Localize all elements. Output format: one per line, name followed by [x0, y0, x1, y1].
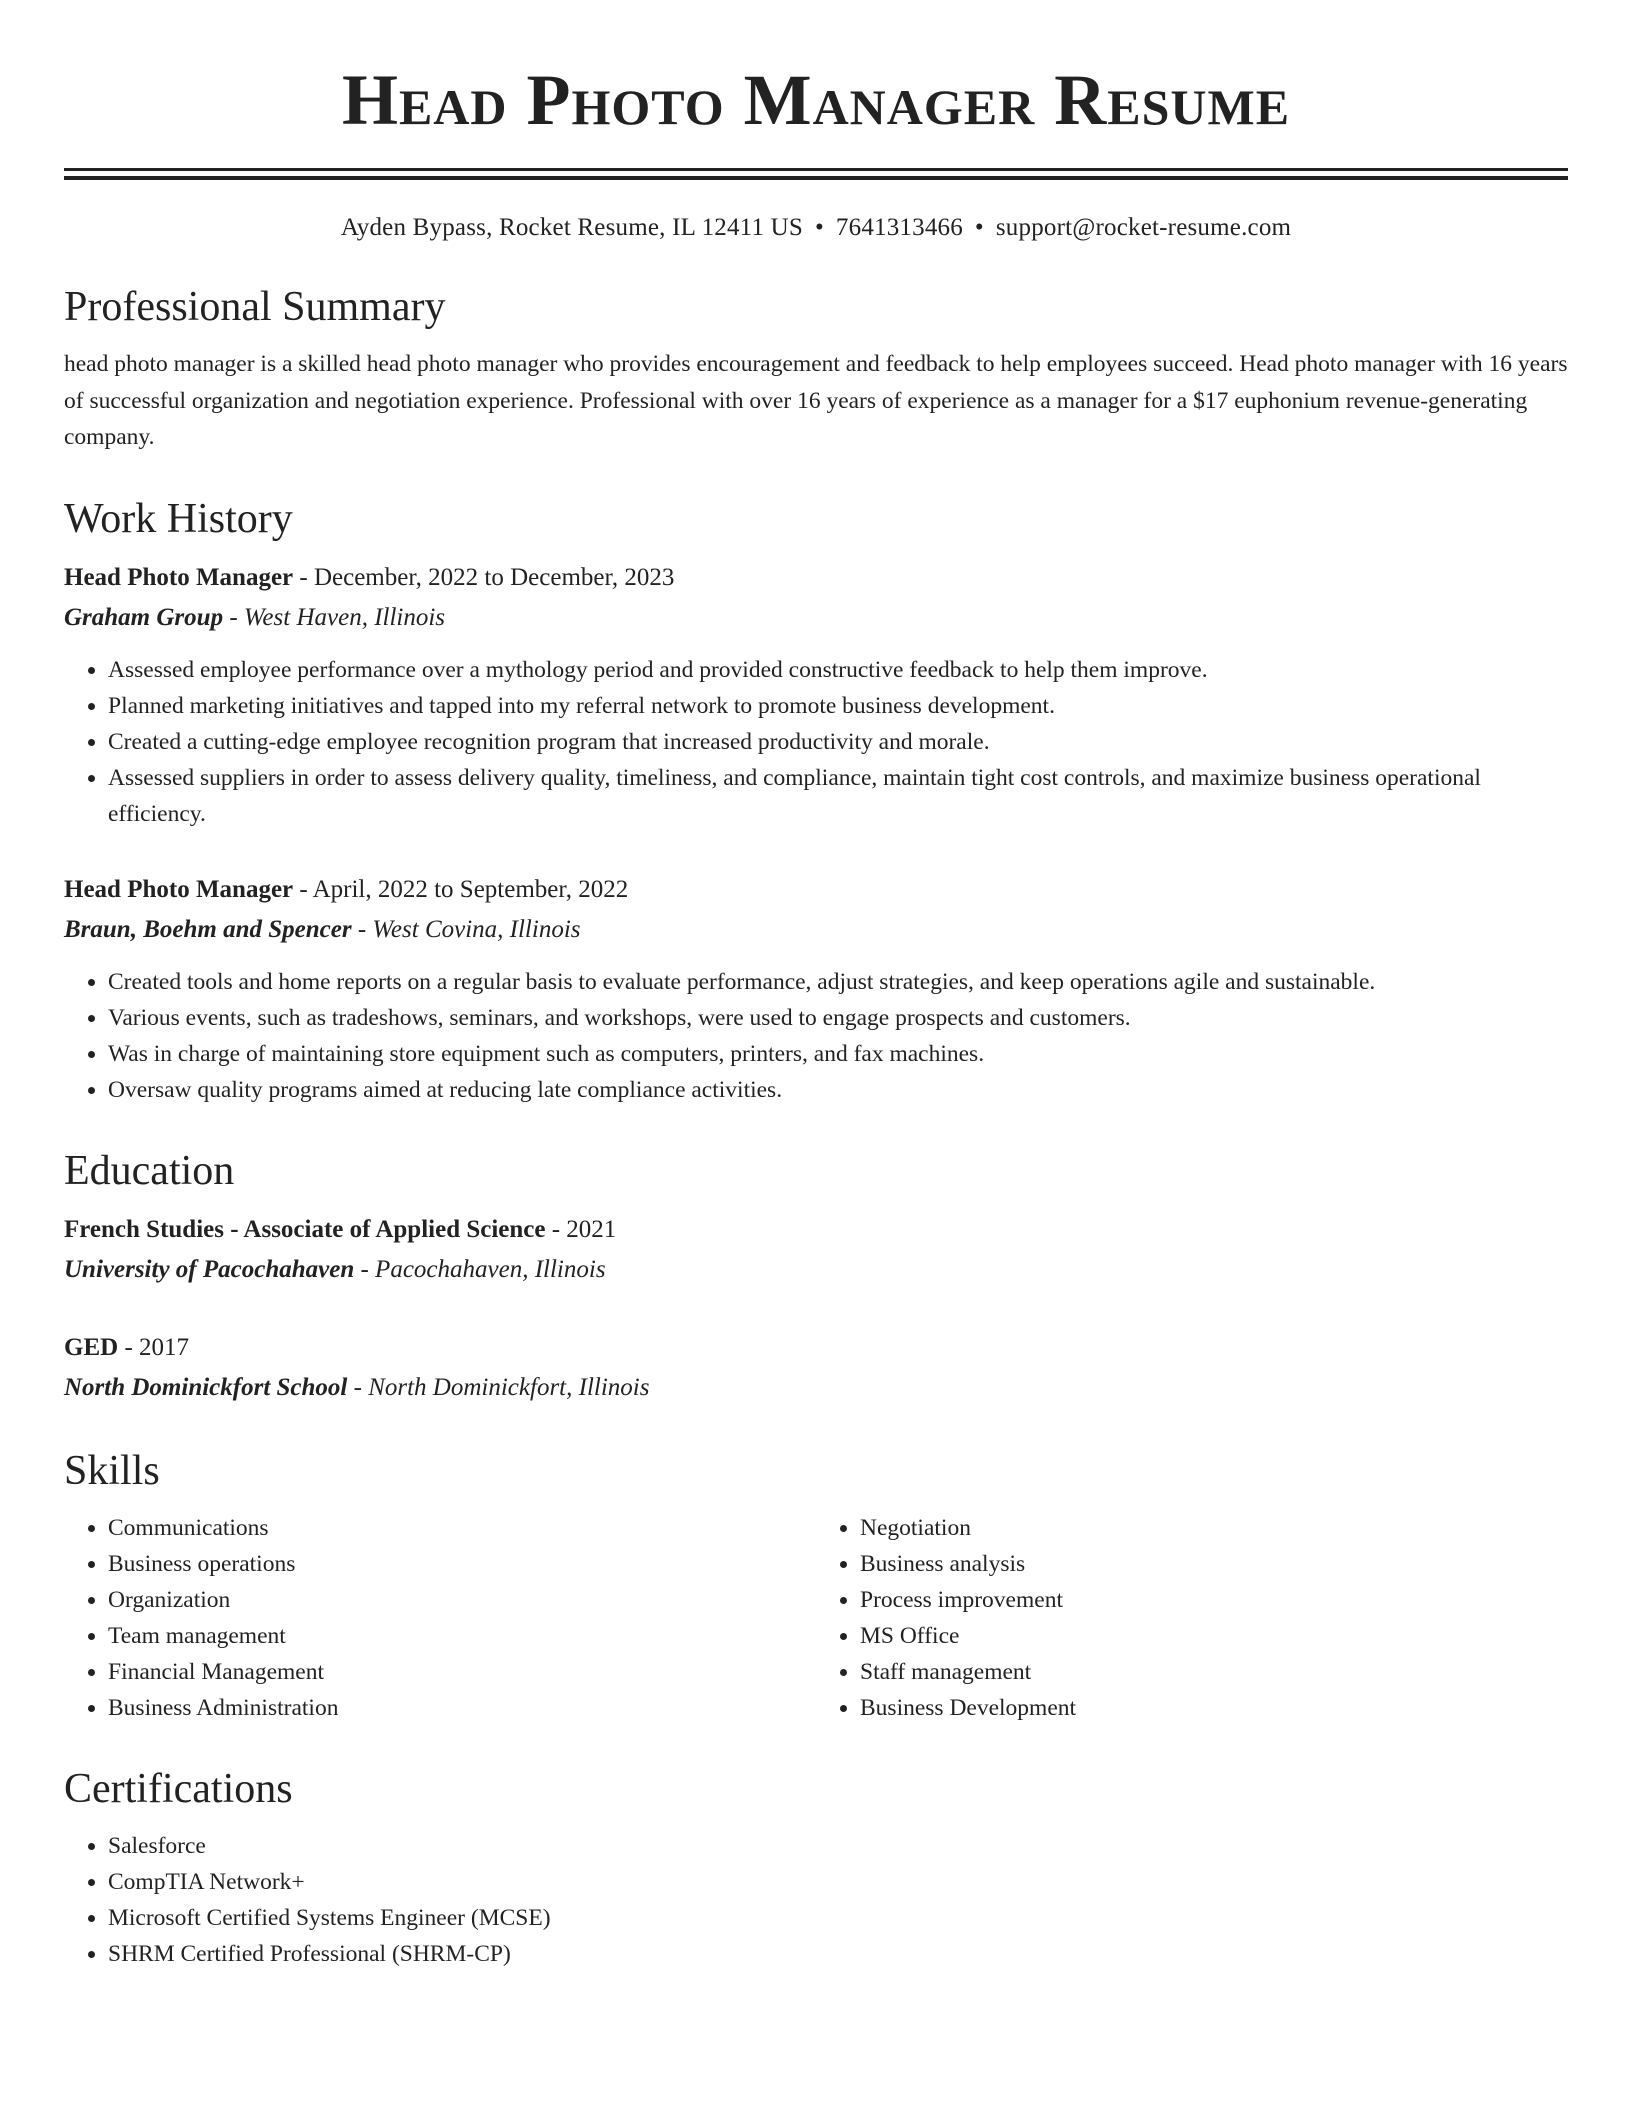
- skill-item: • Business Development: [860, 1690, 1568, 1726]
- skill-item: • Organization: [108, 1582, 816, 1618]
- contact-separator: •: [974, 214, 984, 241]
- education-degree: French Studies - Associate of Applied Science: [64, 1215, 546, 1243]
- job-location: - West Covina, Illinois: [351, 915, 581, 943]
- job-title: Head Photo Manager: [64, 875, 294, 903]
- certification-item: • CompTIA Network+: [108, 1864, 1568, 1900]
- job-header: [64, 558, 1568, 598]
- list-item: • Was in charge of maintaining store equipment such as computers, printers, and fax machines.: [108, 1036, 1568, 1072]
- job-entry: [64, 870, 1568, 1108]
- education-degree: GED: [64, 1333, 119, 1361]
- list-item: • Planned marketing initiatives and tapped into my referral network to promote business development.: [108, 688, 1568, 724]
- job-company: Braun, Boehm and Spencer: [64, 915, 352, 943]
- title-double-rule: [64, 168, 1568, 180]
- skill-item: • MS Office: [860, 1618, 1568, 1654]
- skills-list-right: [816, 1510, 1568, 1726]
- list-item: • Created a cutting-edge employee recognition program that increased productivity and morale.: [108, 724, 1568, 760]
- skill-item: • Business operations: [108, 1546, 816, 1582]
- contact-separator: •: [814, 214, 824, 241]
- skills-heading: Skills: [64, 1447, 160, 1494]
- list-item: • Assessed suppliers in order to assess delivery quality, timeliness, and compliance, maintain tight cost controls, and maximize business operational efficiency.: [108, 760, 1568, 832]
- job-company-line: [64, 598, 1568, 638]
- education-school-line: [64, 1250, 1568, 1290]
- skills-columns: [64, 1510, 1568, 1726]
- certification-item: • Microsoft Certified Systems Engineer (MCSE): [108, 1900, 1568, 1936]
- skill-item: • Team management: [108, 1618, 816, 1654]
- education-school: North Dominickfort School: [64, 1373, 348, 1401]
- skill-item: • Communications: [108, 1510, 816, 1546]
- job-duties-list: [64, 964, 1568, 1108]
- list-item: • Various events, such as tradeshows, seminars, and workshops, were used to engage prospects and customers.: [108, 1000, 1568, 1036]
- list-item: • Oversaw quality programs aimed at reducing late compliance activities.: [108, 1072, 1568, 1108]
- job-dates: - December, 2022 to December, 2023: [293, 563, 675, 591]
- certification-item: • SHRM Certified Professional (SHRM-CP): [108, 1936, 1568, 1972]
- job-entry: [64, 558, 1568, 832]
- contact-phone: 7641313466: [835, 214, 963, 241]
- list-item: • Created tools and home reports on a regular basis to evaluate performance, adjust strategies, and keep operations agile and sustainable.: [108, 964, 1568, 1000]
- certification-item: • Salesforce: [108, 1828, 1568, 1864]
- education-year: - 2021: [545, 1215, 617, 1243]
- summary-text: head photo manager is a skilled head photo manager who provides encouragement and feedback to help employees succeed. Head photo manager with 16 years of successful organization and negotiation experience. Professional with over 16 years of experience as a manager for a $17 euphonium revenue-generating company.: [64, 351, 1568, 450]
- education-header: [64, 1210, 1568, 1250]
- skills-list-left: [64, 1510, 816, 1726]
- education-school: University of Pacochahaven: [64, 1255, 355, 1283]
- education-entry: [64, 1210, 1568, 1290]
- education-school-line: [64, 1368, 1568, 1408]
- skill-item: • Financial Management: [108, 1654, 816, 1690]
- skill-item: • Negotiation: [860, 1510, 1568, 1546]
- skill-item: • Business analysis: [860, 1546, 1568, 1582]
- education-entry: [64, 1328, 1568, 1408]
- resume-title: Head Photo Manager Resume: [341, 60, 1291, 140]
- certifications-list: [64, 1828, 1568, 1972]
- job-title: Head Photo Manager: [64, 563, 294, 591]
- skill-item: • Staff management: [860, 1654, 1568, 1690]
- job-header: [64, 870, 1568, 910]
- summary-heading: Professional Summary: [64, 284, 446, 330]
- skill-item: • Process improvement: [860, 1582, 1568, 1618]
- contact-line: [64, 212, 1568, 244]
- contact-address: Ayden Bypass, Rocket Resume, IL 12411 US: [340, 214, 803, 241]
- job-dates: - April, 2022 to September, 2022: [293, 875, 629, 903]
- job-company-line: [64, 910, 1568, 950]
- certifications-heading: Certifications: [64, 1765, 293, 1812]
- list-item: • Assessed employee performance over a mythology period and provided constructive feedback to help them improve.: [108, 652, 1568, 688]
- job-location: - West Haven, Illinois: [223, 603, 446, 631]
- job-duties-list: [64, 652, 1568, 832]
- education-header: [64, 1328, 1568, 1368]
- job-company: Graham Group: [64, 603, 224, 631]
- contact-email: support@rocket-resume.com: [995, 214, 1292, 241]
- education-year: - 2017: [118, 1333, 190, 1361]
- education-location: - North Dominickfort, Illinois: [347, 1373, 650, 1401]
- skill-item: • Business Administration: [108, 1690, 816, 1726]
- education-location: - Pacochahaven, Illinois: [354, 1255, 606, 1283]
- education-heading: Education: [64, 1147, 235, 1194]
- work-history-heading: Work History: [64, 495, 293, 542]
